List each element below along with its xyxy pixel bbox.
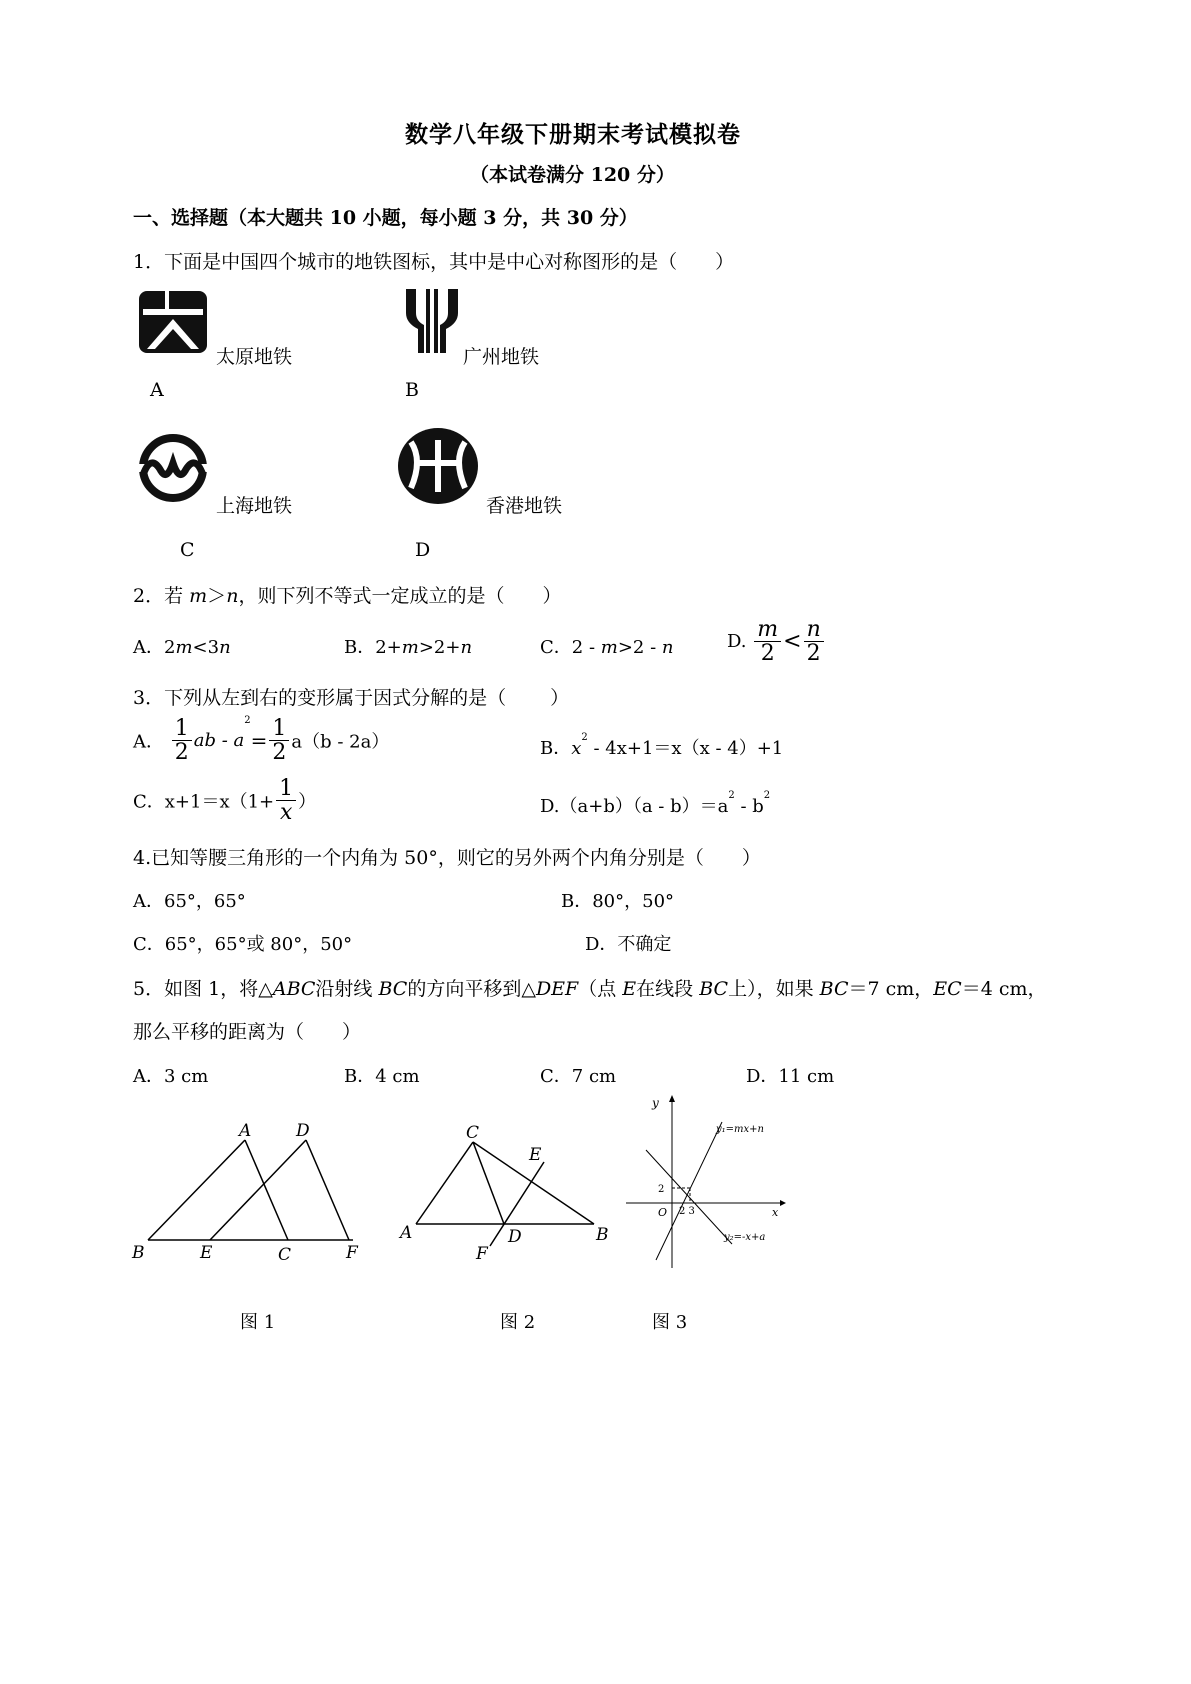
q3-d-mid: - b bbox=[734, 796, 764, 817]
q5-part: 5．如图 1，将△ bbox=[133, 978, 273, 1000]
fig2-line-ac bbox=[416, 1142, 473, 1224]
q3-a-d2: 2 bbox=[272, 740, 287, 766]
q5-option-b: B．4 cm bbox=[344, 1066, 420, 1087]
fig2-label-e: E bbox=[529, 1145, 542, 1165]
q4-option-a: A．65°，65° bbox=[133, 891, 246, 912]
q4-option-c: C．65°，65°或 80°，50° bbox=[133, 934, 353, 955]
q5-option-c: C．7 cm bbox=[540, 1066, 617, 1087]
q3-b-x: x bbox=[571, 738, 582, 759]
q4-option-d: D．不确定 bbox=[585, 934, 672, 955]
q2-gt: ＞ bbox=[207, 585, 227, 607]
question-1-stem: 1．下面是中国四个城市的地铁图标，其中是中心对称图形的是（ ） bbox=[133, 251, 735, 273]
page-subtitle: （本试卷满分 120 分） bbox=[470, 164, 675, 186]
fig3-label-ticks: 2 3 bbox=[679, 1206, 695, 1217]
fig1-line-ac bbox=[245, 1140, 288, 1240]
figure-3-caption: 图 3 bbox=[652, 1312, 688, 1333]
q3-a-frac1 bbox=[172, 717, 192, 764]
q2-a-m: m bbox=[175, 637, 193, 658]
q3-a-eq: = bbox=[250, 728, 268, 753]
q2-var-m: m bbox=[189, 585, 208, 607]
q3-c-frac bbox=[276, 777, 296, 824]
q2-d-den1: 2 bbox=[760, 641, 775, 667]
option-b-letter: B bbox=[405, 379, 419, 401]
fig2-label-c: C bbox=[466, 1123, 480, 1143]
fig3-label-x: x bbox=[772, 1206, 779, 1219]
q2-d-lt: < bbox=[783, 629, 802, 655]
fig2-label-d: D bbox=[508, 1227, 522, 1247]
figure-1-caption: 图 1 bbox=[240, 1312, 276, 1333]
q3-a-d1: 2 bbox=[174, 740, 189, 766]
q5-part: ABC bbox=[272, 978, 316, 1000]
figure-1 bbox=[128, 1120, 368, 1274]
q3-b-e: 2 bbox=[581, 732, 588, 743]
q2-stem-suffix: ，则下列不等式一定成立的是（ ） bbox=[238, 585, 562, 607]
fig3-label-two: 2 bbox=[658, 1184, 665, 1195]
q2-d-label: D. bbox=[727, 631, 747, 653]
q3-a-t2: a（b - 2a） bbox=[291, 731, 390, 753]
q2-var-n: n bbox=[226, 585, 239, 607]
shanghai-metro-logo-icon bbox=[137, 433, 209, 503]
q5-part: 上），如果 bbox=[728, 978, 820, 1000]
figure-2 bbox=[398, 1118, 618, 1272]
fig1-label-c: C bbox=[278, 1245, 292, 1265]
q3-d-e1: 2 bbox=[728, 790, 735, 801]
q3-a-e1: 2 bbox=[244, 715, 251, 726]
option-d-letter: D bbox=[415, 539, 431, 561]
q5-part: EC bbox=[933, 978, 962, 1000]
q3-c-den: x bbox=[279, 800, 293, 826]
fig3-line-y2 bbox=[646, 1150, 732, 1244]
fig3-label-y1: y₁=mx+n bbox=[716, 1124, 764, 1135]
q2-option-d bbox=[727, 618, 826, 665]
q3-d-label: D.（a+b）（a - b）＝a bbox=[540, 796, 729, 817]
fig3-label-y2: y₂=-x+a bbox=[724, 1232, 766, 1243]
q2-c-mid: >2 - bbox=[617, 637, 662, 658]
q2-d-fraction-2 bbox=[804, 618, 824, 665]
q5-part: 在线段 bbox=[636, 978, 700, 1000]
q2-option-c bbox=[540, 633, 673, 659]
q3-a-frac2 bbox=[269, 717, 289, 764]
fig1-label-e: E bbox=[200, 1243, 213, 1263]
q5-part: 的方向平移到△ bbox=[407, 978, 536, 1000]
q2-option-a bbox=[133, 633, 231, 659]
fig1-label-d: D bbox=[296, 1121, 310, 1141]
q3-c-close: ） bbox=[298, 791, 317, 813]
fig3-line-y1 bbox=[656, 1122, 722, 1260]
fig3-label-o: O bbox=[658, 1206, 668, 1219]
q5-part: ＝7 cm， bbox=[848, 978, 934, 1000]
q2-d-num2: n bbox=[804, 618, 824, 642]
figure-2-caption: 图 2 bbox=[500, 1312, 536, 1333]
q2-c-n: n bbox=[661, 637, 674, 658]
fig1-label-a: A bbox=[239, 1121, 252, 1141]
q3-b-label: B． bbox=[540, 738, 572, 759]
q5-part: 沿射线 bbox=[315, 978, 379, 1000]
section-heading: 一、选择题（本大题共 10 小题，每小题 3 分，共 30 分） bbox=[133, 207, 638, 229]
fig2-label-f: F bbox=[476, 1244, 488, 1264]
q5-part: BC bbox=[378, 978, 408, 1000]
fig1-line-df bbox=[306, 1140, 349, 1240]
q3-option-b bbox=[540, 734, 783, 760]
q2-a-mid: <3 bbox=[192, 637, 220, 658]
q5-part: （点 bbox=[578, 978, 623, 1000]
fig2-label-a: A bbox=[400, 1223, 413, 1243]
question-5-stem-line2: 那么平移的距离为（ ） bbox=[133, 1021, 362, 1043]
fig1-line-ba bbox=[148, 1140, 245, 1240]
option-d-caption: 香港地铁 bbox=[486, 495, 563, 517]
page-title: 数学八年级下册期末考试模拟卷 bbox=[405, 121, 741, 148]
q3-a-t1: ab - a bbox=[193, 730, 245, 752]
hongkong-metro-logo-icon bbox=[397, 426, 479, 506]
q3-a-label: A． bbox=[133, 731, 164, 753]
question-3-stem: 3．下列从左到右的变形属于因式分解的是（ ） bbox=[133, 687, 570, 709]
q3-option-c bbox=[133, 777, 316, 824]
q5-option-a: A．3 cm bbox=[133, 1066, 209, 1087]
q2-stem-prefix: 2．若 bbox=[133, 585, 190, 607]
q3-a-n1: 1 bbox=[172, 717, 192, 741]
question-5-stem-line1 bbox=[133, 974, 1047, 1001]
q5-part: DEF bbox=[535, 978, 579, 1000]
question-2-stem bbox=[133, 581, 561, 608]
option-a-caption: 太原地铁 bbox=[216, 346, 293, 368]
fig2-line-cd bbox=[473, 1142, 504, 1224]
q2-a-n: n bbox=[219, 637, 231, 658]
q5-part: ＝4 cm， bbox=[961, 978, 1047, 1000]
q2-b-m: m bbox=[401, 637, 419, 658]
q4-option-b: B．80°，50° bbox=[561, 891, 675, 912]
option-c-caption: 上海地铁 bbox=[216, 495, 293, 517]
fig1-line-ed bbox=[210, 1140, 306, 1240]
q2-c-m: m bbox=[600, 637, 618, 658]
q5-part: BC bbox=[699, 978, 729, 1000]
option-c-letter: C bbox=[180, 539, 195, 561]
taiyuan-metro-logo-icon bbox=[137, 289, 209, 355]
fig3-label-y: y bbox=[652, 1096, 659, 1110]
q2-b-mid: >2+ bbox=[418, 637, 461, 658]
q5-part: BC bbox=[819, 978, 849, 1000]
q3-b-rest: - 4x+1＝x（x - 4）+1 bbox=[587, 738, 784, 759]
q3-c-num: 1 bbox=[276, 777, 296, 801]
option-a-letter: A bbox=[150, 379, 164, 401]
guangzhou-metro-logo-icon bbox=[402, 285, 462, 355]
q2-b-n: n bbox=[460, 637, 473, 658]
q3-c-label: C．x+1＝x（1+ bbox=[133, 791, 275, 813]
fig1-label-f: F bbox=[346, 1243, 358, 1263]
q2-option-b bbox=[344, 633, 472, 659]
figure-3 bbox=[624, 1092, 794, 1276]
question-4-stem: 4.已知等腰三角形的一个内角为 50°，则它的另外两个内角分别是（ ） bbox=[133, 847, 761, 869]
q2-a-label: A．2 bbox=[133, 637, 176, 658]
fig3-y-arrow bbox=[669, 1095, 675, 1102]
fig1-label-b: B bbox=[132, 1243, 145, 1263]
q5-option-d: D．11 cm bbox=[746, 1066, 835, 1087]
q2-d-den2: 2 bbox=[806, 641, 821, 667]
q3-d-e2: 2 bbox=[763, 790, 771, 801]
q2-c-label: C．2 - bbox=[540, 637, 601, 658]
q3-option-a bbox=[133, 717, 389, 764]
fig3-x-arrow bbox=[780, 1200, 786, 1206]
q2-b-label: B．2+ bbox=[344, 637, 402, 658]
option-b-caption: 广州地铁 bbox=[463, 346, 540, 368]
q5-part: E bbox=[622, 978, 637, 1000]
q3-a-n2: 1 bbox=[269, 717, 289, 741]
q2-d-fraction-1 bbox=[754, 618, 781, 665]
q2-d-num1: m bbox=[754, 618, 781, 642]
fig2-label-b: B bbox=[596, 1225, 609, 1245]
q3-option-d bbox=[540, 792, 770, 818]
